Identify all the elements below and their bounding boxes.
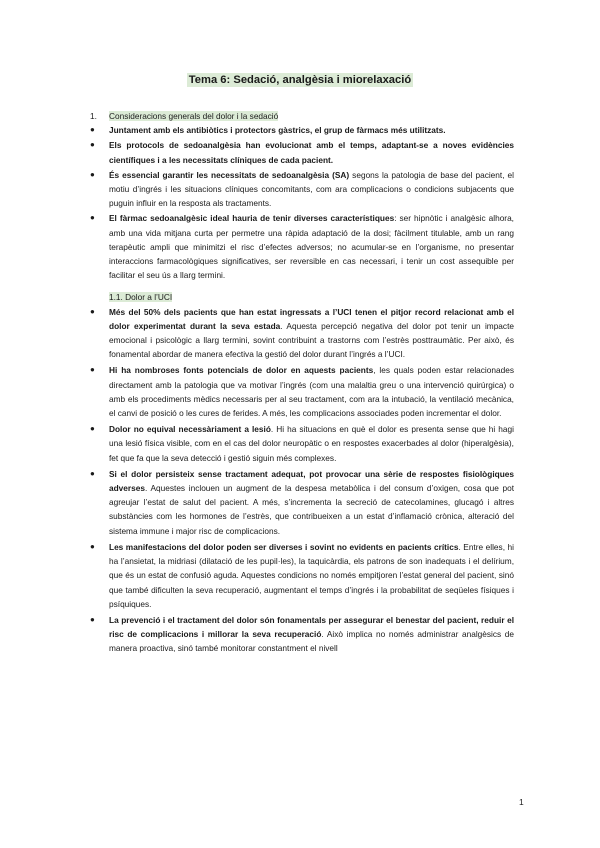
list-item (90, 467, 514, 538)
list-item (90, 138, 514, 166)
list-item-bold: El fàrmac sedoanalgèsic ideal hauria de tenir diverses característiques (109, 213, 395, 224)
list-item-text: segons la patologia de base del pacient, el motiu d’ingrés i les situacions clíniques concomitants, com ara complicacions o condicions subjacents que puguin influir en la resposta als tractaments. (109, 169, 514, 209)
page-number: 1 (519, 797, 524, 807)
list-item-bold: Hi ha nombroses fonts potencials de dolor en aquests pacients (109, 365, 374, 376)
list-item (90, 540, 514, 611)
list-item (90, 123, 514, 137)
section-1-number: 1. (90, 111, 97, 121)
list-item-text: . Entre elles, hi ha l’ansietat, la midriasi (dilatació de les pupil·les), la taquicàrdia, els patrons de son inadequats i el delírium, que és un estat de confusió aguda. Aquestes condicions no només empitjoren l’estat general del pacient, sinó que també dificulten la seva recuperació, augmentant el temps d’ingrés i la probabilitat de seqüeles físiques i psíquiques. (109, 541, 514, 609)
list-item-bold: Més del 50% dels pacients que han estat ingressats a l’UCI tenen el pitjor record relacionat amb el dolor experimentat durant la seva estada (109, 306, 514, 331)
list-item-text: . Aquestes inclouen un augment de la despesa metabòlica i del consum d’oxigen, cosa que pot agreujar l’estat de salut del pacient. A més, s’incrementa la secreció de catecolamines, glucagó i altres substàncies com les hormones de l’estrès, que contribueixen a un estat d’inflamació crònica, alteració del sistema immune i major risc de complicacions. (109, 483, 514, 536)
list-item (90, 422, 514, 465)
list-item-text: . Aquesta percepció negativa del dolor pot tenir un impacte emocional i psicològic a llarg termini, sovint contribuint a trastorns com l’estrès posttraumàtic. Per això, és fonamental abordar de manera efectiva la gestió del dolor durant l’ingrés a l’UCI. (109, 320, 514, 360)
list-item-text: , les quals poden estar relacionades directament amb la patologia que va motivar l’ingrés (com una malaltia greu o una intervenció quirúrgica) o amb els procediments mèdics necessaris per al seu tractament, com ara la intubació, la ventilació mecànica, el canvi de posició o les cures de ferides. A més, les complicacions associades poden incrementar el dolor. (109, 365, 514, 419)
list-item-bold: La prevenció i el tractament del dolor són fonamentals per assegurar el benestar del pacient, reduir el risc de complicacions i millorar la seva recuperació (109, 614, 514, 640)
list-item-text: . Això implica no només administrar analgèsics de manera proactiva, sinó també monitorar constantment el nivell (109, 629, 515, 654)
list-item (90, 211, 514, 282)
document-title: Tema 6: Sedació, analgèsia i miorelaxació (188, 74, 412, 86)
section-1-heading (90, 109, 514, 123)
list-item-bold: Dolor no equival necessàriament a lesió (109, 424, 271, 435)
document-body (90, 109, 514, 658)
list-item-text: : ser hipnòtic i analgèsic alhora, amb una vida mitjana curta per permetre una ràpida adaptació de la dosi; fàcilment titulable, amb un rang terapèutic ampli que minimitzi el risc d’efectes adversos; no acumular-se en l’organisme, no presentar interaccions farmacològiques significatives, ser reversible en cas necessari, i tenir un cost assequible per facilitar el seu ús a llarg termini. (109, 213, 514, 281)
list-item (90, 305, 514, 362)
section-1-1-bullet-list (90, 305, 514, 656)
section-1-1-heading (109, 290, 514, 304)
list-item-bold: Juntament amb els antibiòtics i protectors gàstrics, el grup de fàrmacs més utilitzats. (109, 125, 446, 136)
list-item (90, 168, 514, 211)
section-1-1-heading-text: 1.1. Dolor a l’UCI (109, 292, 173, 303)
list-item-bold: És essencial garantir les necessitats de sedoanalgèsia (SA) (109, 169, 350, 180)
document-title-container (0, 70, 600, 88)
list-item (90, 363, 514, 420)
list-item-bold: Els protocols de sedoanalgèsia han evolucionat amb el temps, adaptant-se a noves evidències científiques i a les necessitats clíniques de cada pacient. (109, 140, 514, 165)
list-item (90, 613, 514, 656)
section-1-heading-text: Consideracions generals del dolor i la sedació (109, 111, 279, 121)
list-item-bold: Les manifestacions del dolor poden ser diverses i sovint no evidents en pacients crítics (109, 541, 459, 552)
list-item-text: . Hi ha situacions en què el dolor es presenta sense que hi hagi una lesió física visible, com en el cas del dolor neuropàtic o en respostes exacerbades al dolor (hiperalgèsia), fet que fa que la seva detecció i gestió siguin més complexes. (109, 424, 514, 463)
list-item-bold: Si el dolor persisteix sense tractament adequat, pot provocar una sèrie de respostes fisiològiques adverses (109, 468, 514, 494)
section-1-bullet-list (90, 123, 514, 282)
